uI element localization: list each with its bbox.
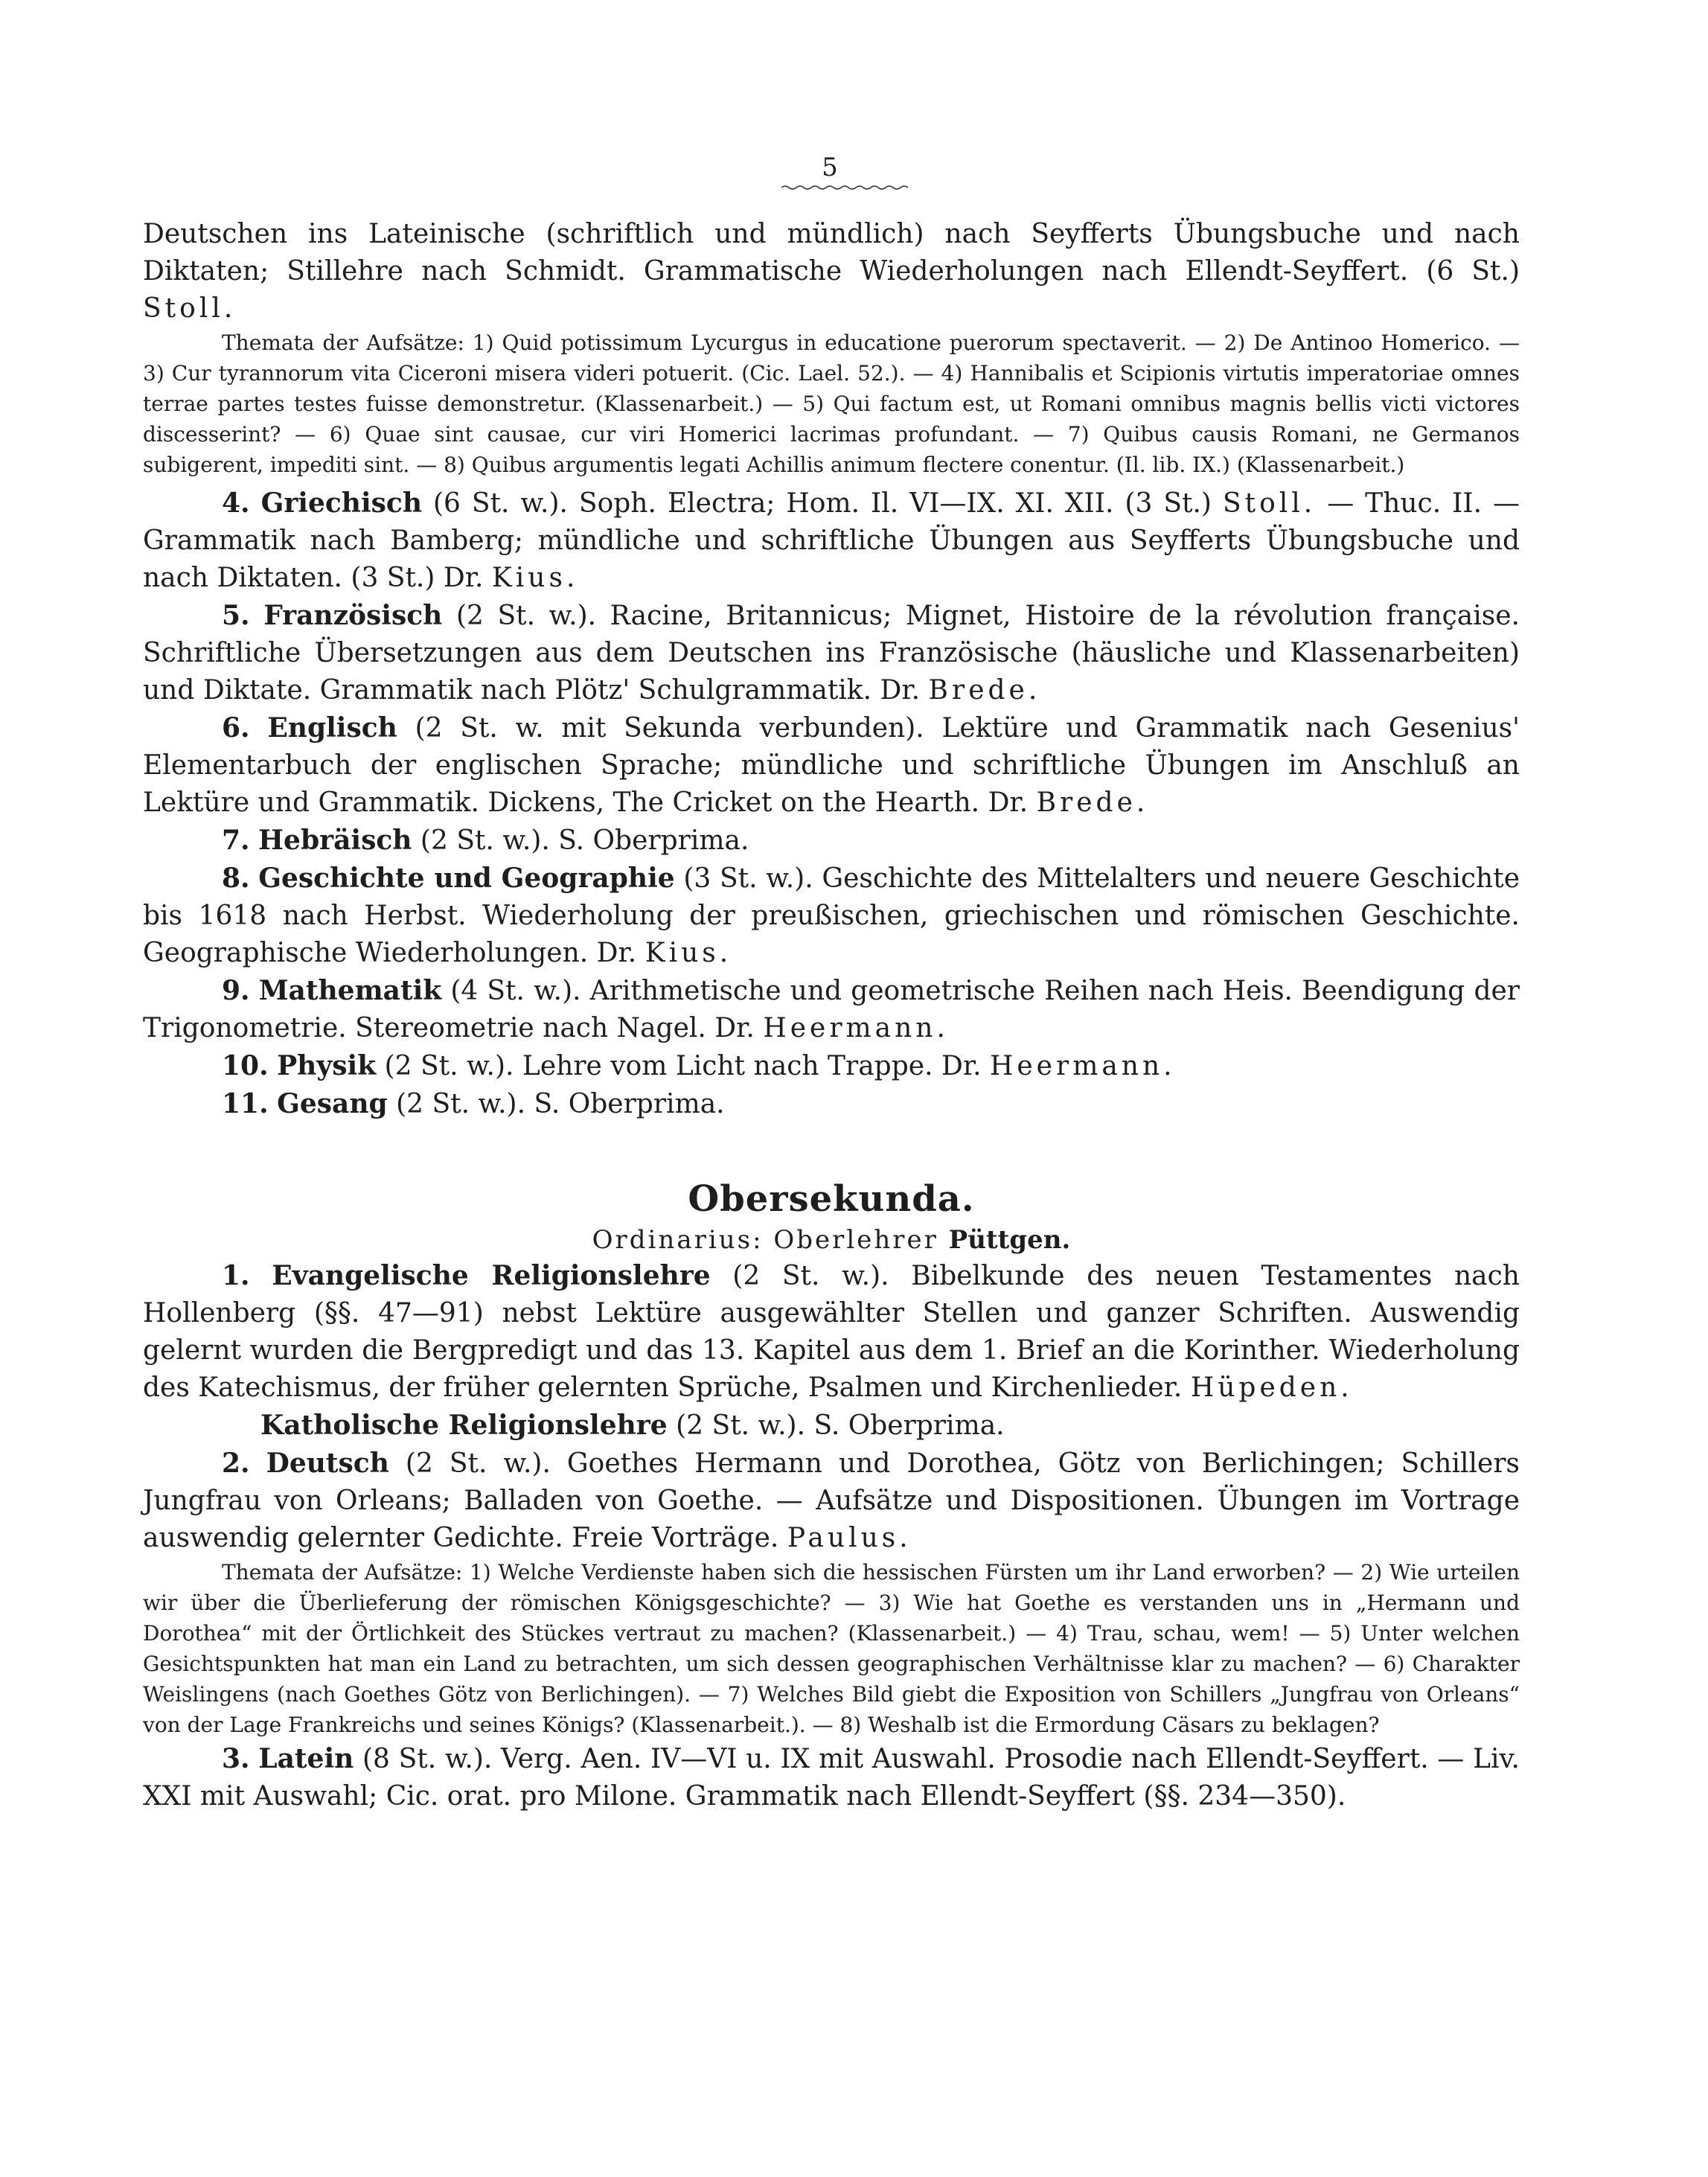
subject-greek xyxy=(143,485,1520,597)
subject-name: Katholische Religionslehre xyxy=(260,1410,668,1441)
subject-name: Latein xyxy=(258,1743,354,1774)
item-number: 8. xyxy=(222,863,250,894)
subject-history-geography xyxy=(143,860,1520,972)
ordinarius-name: Püttgen. xyxy=(948,1225,1071,1255)
subject-name: Griechisch xyxy=(260,487,422,519)
teacher-name: Kius. xyxy=(645,938,732,968)
subject-text: (2 St. w.). Bibelkunde des neuen Testamentes nach Hollenberg (§§. 47—91) nebst Lektüre ausgewählter Stellen und ganzer Schriften. Auswendig gelernt wurden die Bergpredigt und das 13. Kapitel aus dem 1. Brief an die Korinther. Wiederholung des Katechismus, der früher gelernten Sprüche, Psalmen und Kirchenlieder. xyxy=(143,1261,1520,1403)
item-number: 9. xyxy=(222,975,250,1006)
teacher-name: Stoll. xyxy=(143,293,237,324)
teacher-name: Brede. xyxy=(928,675,1041,706)
subject-name: Französisch xyxy=(263,600,443,631)
subject-mathematics xyxy=(143,972,1520,1047)
subject-text: (6 St. w.). Soph. Electra; Hom. Il. VI—IX. XI. XII. (3 St.) xyxy=(432,488,1212,519)
subject-french xyxy=(143,597,1520,709)
themes-text: 1) Quid potissimum Lycurgus in educatione puerorum spectaverit. — 2) De Antinoo Homerico. — 3) Cur tyrannorum vita Ciceroni misera videri potuerit. (Cic. Lael. 52.). — 4) Hannibalis et Scipionis virtutis imperatoriae omnes terrae partes testes fuisse demonstretur. (Klassenarbeit.) — 5) Qui factum est, ut Romani omnibus magnis bellis victi victores discesserint? — 6) Quae sint causae, cur viri Homerici lacrimas profundant. — 7) Quibus causis Romani, ne Germanos subigerent, impediti sint. — 8) Quibus argumentis legati Achillis animum flectere conentur. (Il. lib. IX.) (Klassenarbeit.) xyxy=(143,330,1520,477)
item-number: 7. xyxy=(222,825,250,856)
teacher-name: Hüpeden. xyxy=(1190,1372,1353,1403)
subject-catholic-religion xyxy=(143,1407,1520,1445)
item-number: 6. xyxy=(222,712,250,744)
subject-text: (2 St. w. mit Sekunda verbunden). Lektüre und Grammatik nach Gesenius' Elementarbuch der englischen Sprache; mündliche und schriftliche Übungen im Anschluß an Lektüre und Grammatik. Dickens, The Cricket on the Hearth. Dr. xyxy=(143,713,1520,818)
ordinarius-label: Ordinarius: Oberlehrer xyxy=(592,1225,938,1255)
latin-continuation-text: Deutschen ins Lateinische (schriftlich und mündlich) nach Seyfferts Übungsbuche und nach Diktaten; Stillehre nach Schmidt. Grammatische Wiederholungen nach Ellendt-Seyffert. (6 St.) xyxy=(143,219,1520,287)
subject-text: (2 St. w.). S. Oberprima. xyxy=(396,1089,725,1119)
subject-latin xyxy=(143,1740,1520,1815)
subject-protestant-religion xyxy=(143,1257,1520,1407)
item-number: 3. xyxy=(222,1743,250,1774)
latin-essay-themes xyxy=(143,327,1520,480)
subject-hebrew xyxy=(143,822,1520,860)
subject-text-continued: — Thuc. II. — Grammatik nach Bamberg; mündliche und schriftliche Übungen aus Seyfferts Übungsbuche und nach Diktaten. (3 St.) Dr. xyxy=(143,488,1520,593)
item-number: 11. xyxy=(222,1088,269,1119)
subject-text: (2 St. w.). S. Oberprima. xyxy=(676,1410,1005,1441)
subject-name: Mathematik xyxy=(258,975,442,1006)
subject-text: (8 St. w.). Verg. Aen. IV—VI u. IX mit Auswahl. Prosodie nach Ellendt-Seyffert. — Liv. XXI mit Auswahl; Cic. orat. pro Milone. Grammatik nach Ellendt-Seyffert (§§. 234—350). xyxy=(143,1744,1520,1812)
subject-text: (2 St. w.). Lehre vom Licht nach Trappe. Dr. xyxy=(384,1051,982,1081)
item-number: 2. xyxy=(222,1448,250,1479)
subject-physics xyxy=(143,1047,1520,1085)
teacher-name: Heermann. xyxy=(763,1013,949,1043)
subject-name: Englisch xyxy=(267,712,397,744)
themes-label: Themata der Aufsätze: xyxy=(222,330,464,355)
teacher-name: Heermann. xyxy=(989,1051,1176,1081)
german-essay-themes xyxy=(143,1557,1520,1740)
subject-name: Geschichte und Geographie xyxy=(258,863,675,894)
teacher-name: Paulus. xyxy=(787,1523,912,1553)
page-number: 5 xyxy=(822,153,838,182)
subject-name: Hebräisch xyxy=(258,825,412,856)
subject-text: (2 St. w.). S. Oberprima. xyxy=(420,825,749,856)
subject-name: Deutsch xyxy=(266,1448,389,1479)
latin-continuation xyxy=(143,216,1520,327)
subject-singing xyxy=(143,1085,1520,1123)
page-content xyxy=(143,216,1520,1815)
teacher-name: Brede. xyxy=(1036,787,1149,818)
item-number: 10. xyxy=(222,1050,269,1081)
subject-name: Physik xyxy=(277,1050,377,1081)
subject-english xyxy=(143,709,1520,822)
teacher-name: Kius. xyxy=(491,563,579,593)
subject-text: (4 St. w.). Arithmetische und geometrische Reihen nach Heis. Beendigung der Trigonometrie. Stereometrie nach Nagel. Dr. xyxy=(143,976,1520,1043)
section-title: Obersekunda. xyxy=(688,1178,975,1220)
item-number: 4. xyxy=(222,487,250,519)
subject-german xyxy=(143,1445,1520,1557)
teacher-name: Stoll. xyxy=(1222,488,1317,519)
subject-text: (3 St. w.). Geschichte des Mittelalters und neuere Geschichte bis 1618 nach Herbst. Wiederholung der preußischen, griechischen und römischen Geschichte. Geographische Wiederholungen. Dr. xyxy=(143,863,1520,968)
ordinarius-line xyxy=(143,1223,1520,1257)
subject-name: Evangelische Religionslehre xyxy=(272,1260,711,1291)
item-number: 5. xyxy=(222,600,250,631)
themes-label: Themata der Aufsätze: xyxy=(222,1560,463,1585)
themes-text: 1) Welche Verdienste haben sich die hessischen Fürsten um ihr Land erworben? — 2) Wie urteilen wir über die Überlieferung der römischen Königsgeschichte? — 3) Wie hat Goethe es verstanden uns in „Hermann und Dorothea“ mit der Örtlichkeit des Stückes vertraut zu machen? (Klassenarbeit.) — 4) Trau, schau, wem! — 5) Unter welchen Gesichtspunkten hat man ein Land zu betrachten, um sich dessen geographischen Verhältnisse klar zu machen? — 6) Charakter Weislingens (nach Goethes Götz von Berlichingen). — 7) Welches Bild giebt die Exposition von Schillers „Jungfrau von Orleans“ von der Lage Frankreichs und seines Königs? (Klassenarbeit.). — 8) Weshalb ist die Ermordung Cäsars zu beklagen? xyxy=(143,1560,1520,1737)
item-number: 1. xyxy=(222,1260,250,1291)
subject-name: Gesang xyxy=(277,1088,388,1119)
subject-text: (2 St. w.). Goethes Hermann und Dorothea, Götz von Berlichingen; Schillers Jungfrau von Orleans; Balladen von Goethe. — Aufsätze und Dispositionen. Übungen im Vortrage auswendig gelernter Gedichte. Freie Vorträge. xyxy=(143,1448,1520,1553)
subject-text: (2 St. w.). Racine, Britannicus; Mignet, Histoire de la révolution française. Schriftliche Übersetzungen aus dem Deutschen ins Französische (häusliche und Klassenarbeiten) und Diktate. Grammatik nach Plötz' Schulgrammatik. Dr. xyxy=(143,601,1520,706)
page-number-ornament xyxy=(781,185,908,191)
